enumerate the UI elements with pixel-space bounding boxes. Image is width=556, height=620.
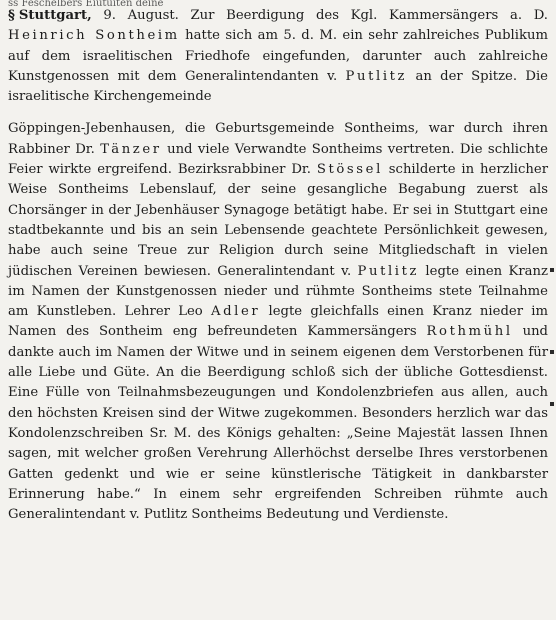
paragraph-text: schilderte in herzlicher Weise Sontheims Lebenslauf, der seine gesangliche Begabung zuerst als Chorsänger in der Jebenhäuser Synagoge betätigt habe. Er sei in Stuttgart eine stadtbekannte und bis an sein Lebensende geachtete Persönlichkeit gewesen, habe auch seine Treue zur Religion durch seine Mitgliedschaft in vielen jüdischen Vereinen bewiesen. Generalintendant v. [8,162,549,279]
dateline-location: Stuttgart, [18,8,92,23]
person-name: Putlitz [357,263,420,279]
paragraph-gap [8,107,548,119]
clipped-previous-line: ss Feschelbers Eiutuiten deine [8,0,164,8]
scan-speck [550,402,554,406]
paragraph-text: hatte sich am 5. d. M. ein sehr zahlreiches Publikum auf dem israelitischen Friedhofe eingefunden, darunter auch zahlreiche Kunstgenossen mit dem Generalintendanten v. [8,28,548,84]
paragraph-text: an der Spitze. Die israelitische Kirchengemeinde [8,68,548,105]
paragraph-text: und viele Verwandte Sontheims vertreten. Die schlichte Feier wirkte ergreifend. Bezirksrabbiner Dr. [8,141,548,178]
paragraph-text: legte gleichfalls einen Kranz nieder im Namen des Sontheim eng befreundeten Kammersängers [8,304,548,340]
person-name: Adler [210,304,261,320]
section-mark-icon: § [8,8,15,23]
article-paragraph-1 [8,6,548,107]
article-paragraph-2 [8,119,548,525]
news-article [8,6,548,525]
paragraph-text: und dankte auch im Namen der Witwe und in seinem eigenen dem Verstorbenen für alle Liebe und Güte. An die Beerdigung schloß sich der übliche Gottesdienst. Eine Fülle von Teilnahmsbezeugungen und Kondolenzbriefen aus allen, auch den höchsten Kreisen sind der Witwe zugekommen. Besonders herzlich war das Kondolenzschreiben Sr. M. des Königs gehalten: „Seine Majestät lassen Ihnen sagen, mit welcher großen Verehrung Allerhöchst derselbe Ihres verstorbenen Gatten gedenkt und wie er seine künstlerische Tätigkeit in dankbarster Erinnerung habe.“ In einem sehr ergreifenden Schreiben rühmte auch Generalintendant v. Putlitz Sontheims Bedeutung und Verdienste. [8,324,549,523]
paragraph-text: Göppingen-Jebenhausen, die Geburtsgemeinde Sontheims, war durch ihren Rabbiner Dr. [8,121,548,157]
person-name: Rothmühl [426,324,513,340]
scan-speck [550,350,554,354]
paragraph-text: legte einen Kranz im Namen der Kunstgenossen nieder und rühmte Sontheims stete Teilnahme am Kunstleben. Lehrer Leo [8,263,548,320]
paragraph-text: 9. August. Zur Beerdigung des Kgl. Kammersängers a. D. [91,8,548,23]
scan-speck [550,268,554,272]
person-name: Heinrich Sontheim [8,28,180,44]
person-name: Stössel [316,162,383,178]
person-name: Tänzer [100,141,162,157]
person-name: Putlitz [345,68,408,84]
